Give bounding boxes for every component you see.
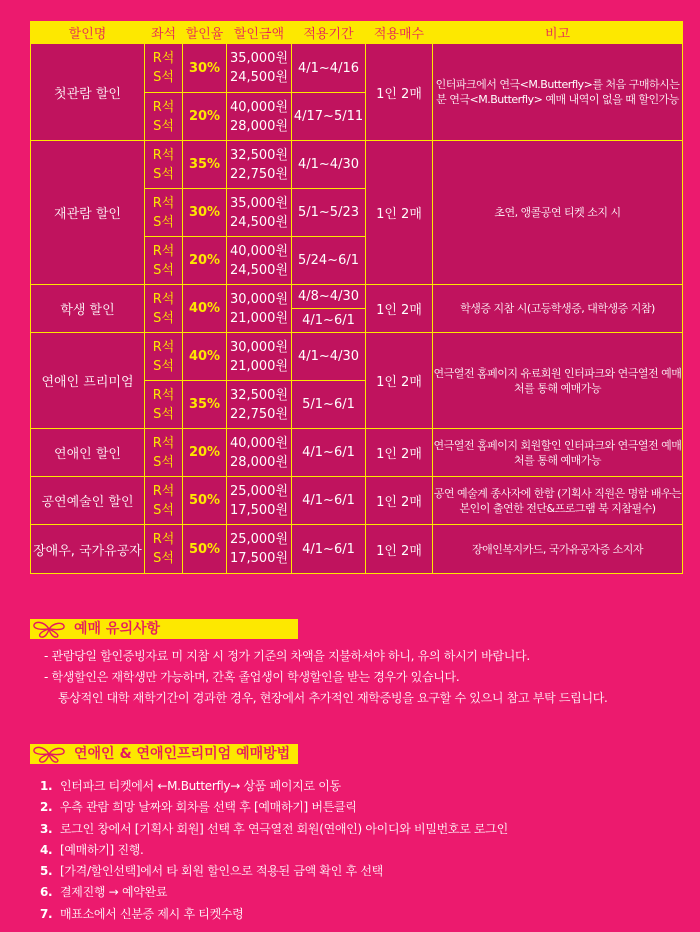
period-cell: 5/1~5/23 <box>292 189 366 237</box>
limit-cell: 1인 2매 <box>366 525 433 574</box>
seat-cell: R석 S석 <box>145 93 183 141</box>
howto-steps <box>40 776 508 925</box>
limit-cell: 1인 2매 <box>366 285 433 333</box>
rate-cell: 35% <box>183 381 227 429</box>
price-cell: 40,000원 28,000원 <box>227 93 292 141</box>
howto-title: 연애인 & 연애인프리미엄 예매방법 <box>74 746 291 762</box>
rate-cell: 20% <box>183 93 227 141</box>
rate-cell: 20% <box>183 237 227 285</box>
note-cell: 장애인복지카드, 국가유공자증 소지자 <box>433 525 683 574</box>
table-row <box>31 141 683 189</box>
table-row <box>31 477 683 525</box>
rate-cell: 50% <box>183 477 227 525</box>
table-row <box>31 525 683 574</box>
rate-cell: 35% <box>183 141 227 189</box>
notice-continuation: 통상적인 대학 재학기간이 경과한 경우, 현장에서 추가적인 재학증빙을 요구할 수 있으니 참고 부탁 드립니다. <box>58 691 608 705</box>
rate-cell: 30% <box>183 189 227 237</box>
period-cell: 4/1~6/1 <box>292 525 366 574</box>
howto-section-header <box>30 744 298 764</box>
header-note: 비고 <box>433 22 683 44</box>
notice-list <box>44 646 608 709</box>
note-cell: 연극열전 홈페이지 유료회원 인터파크와 연극열전 예매처를 통해 예매가능 <box>433 333 683 429</box>
table-row <box>31 44 683 93</box>
limit-cell: 1인 2매 <box>366 429 433 477</box>
row-name: 장애우, 국가유공자 <box>31 525 145 574</box>
row-name: 학생 할인 <box>31 285 145 333</box>
header-price: 할인금액 <box>227 22 292 44</box>
price-cell: 25,000원 17,500원 <box>227 477 292 525</box>
price-cell: 35,000원 24,500원 <box>227 189 292 237</box>
price-cell: 30,000원 21,000원 <box>227 333 292 381</box>
table-row <box>31 285 683 309</box>
rate-cell: 40% <box>183 285 227 333</box>
period-cell: 5/24~6/1 <box>292 237 366 285</box>
table-row <box>31 333 683 381</box>
period-cell: 4/1~6/1 <box>292 477 366 525</box>
note-cell: 초연, 앵콜공연 티켓 소지 시 <box>433 141 683 285</box>
header-limit: 적용매수 <box>366 22 433 44</box>
butterfly-icon <box>32 745 66 763</box>
header-discount-name: 할인명 <box>31 22 145 44</box>
period-cell: 4/1~4/16 <box>292 44 366 93</box>
period-cell: 4/1~4/30 <box>292 333 366 381</box>
rate-cell: 20% <box>183 429 227 477</box>
rate-cell: 50% <box>183 525 227 574</box>
seat-cell: R석 S석 <box>145 285 183 333</box>
rate-cell: 40% <box>183 333 227 381</box>
seat-cell: R석 S석 <box>145 333 183 381</box>
price-cell: 25,000원 17,500원 <box>227 525 292 574</box>
notice-item: - 관람당일 할인증빙자료 미 지참 시 정가 기준의 차액을 지불하셔야 하니, 유의 하시기 바랍니다. <box>44 649 530 663</box>
row-name: 공연예술인 할인 <box>31 477 145 525</box>
notice-item: - 학생할인은 재학생만 가능하며, 간혹 졸업생이 학생할인을 받는 경우가 있습니다. 통상적인 대학 재학기간이 경과한 경우, 현장에서 추가적인 재학증빙을 요구할 수 있으니 참고 부탁 드립니다. <box>44 667 608 709</box>
price-cell: 32,500원 22,750원 <box>227 141 292 189</box>
seat-cell: R석 S석 <box>145 429 183 477</box>
butterfly-icon <box>32 620 66 638</box>
row-name: 재관람 할인 <box>31 141 145 285</box>
price-cell: 40,000원 24,500원 <box>227 237 292 285</box>
step-item: 6. 결제진행 → 예약완료 <box>40 885 168 900</box>
seat-cell: R석 S석 <box>145 44 183 93</box>
seat-cell: R석 S석 <box>145 525 183 574</box>
note-cell: 학생증 지참 시(고등학생증, 대학생증 지참) <box>433 285 683 333</box>
note-cell: 공연 예술계 종사자에 한함 (기획사 직원은 명함 배우는 본인이 출연한 전단&프로그램 북 지참필수) <box>433 477 683 525</box>
table-header-row <box>31 22 683 44</box>
period-cell: 4/1~4/30 <box>292 141 366 189</box>
period-cell: 5/1~6/1 <box>292 381 366 429</box>
note-cell: 연극열전 홈페이지 회원할인 인터파크와 연극열전 예매처를 통해 예매가능 <box>433 429 683 477</box>
row-name: 연애인 할인 <box>31 429 145 477</box>
limit-cell: 1인 2매 <box>366 477 433 525</box>
discount-table <box>30 21 683 574</box>
seat-cell: R석 S석 <box>145 381 183 429</box>
period-cell: 4/1~6/1 <box>292 309 366 333</box>
step-item: 1. 인터파크 티켓에서 ←M.Butterfly→ 상품 페이지로 이동 <box>40 779 341 793</box>
note-cell: 인터파크에서 연극<M.Butterfly>를 처음 구매하시는 분 연극<M.Butterfly> 예매 내역이 없을 때 할인가능 <box>433 44 683 141</box>
step-item: 3. 로그인 창에서 [기획사 회원] 선택 후 연극열전 회원(연애인) 아이디와 비밀번호로 로그인 <box>40 821 508 836</box>
step-item: 4. [예매하기] 진행. <box>40 842 144 857</box>
notice-section-header <box>30 619 298 639</box>
price-cell: 32,500원 22,750원 <box>227 381 292 429</box>
seat-cell: R석 S석 <box>145 141 183 189</box>
step-item: 7. 매표소에서 신분증 제시 후 티켓수령 <box>40 906 244 921</box>
price-cell: 30,000원 21,000원 <box>227 285 292 333</box>
period-cell: 4/8~4/30 <box>292 285 366 309</box>
step-item: 5. [가격/할인선택]에서 타 회원 할인으로 적용된 금액 확인 후 선택 <box>40 864 383 879</box>
period-cell: 4/17~5/11 <box>292 93 366 141</box>
period-cell: 4/1~6/1 <box>292 429 366 477</box>
row-name: 연애인 프리미엄 <box>31 333 145 429</box>
step-item: 2. 우측 관람 희망 날짜와 회차를 선택 후 [예매하기] 버튼클릭 <box>40 800 357 815</box>
limit-cell: 1인 2매 <box>366 44 433 141</box>
header-period: 적용기간 <box>292 22 366 44</box>
header-rate: 할인율 <box>183 22 227 44</box>
rate-cell: 30% <box>183 44 227 93</box>
table-row <box>31 429 683 477</box>
limit-cell: 1인 2매 <box>366 333 433 429</box>
limit-cell: 1인 2매 <box>366 141 433 285</box>
seat-cell: R석 S석 <box>145 189 183 237</box>
price-cell: 40,000원 28,000원 <box>227 429 292 477</box>
seat-cell: R석 S석 <box>145 477 183 525</box>
seat-cell: R석 S석 <box>145 237 183 285</box>
price-cell: 35,000원 24,500원 <box>227 44 292 93</box>
row-name: 첫관람 할인 <box>31 44 145 141</box>
notice-title: 예매 유의사항 <box>74 621 161 637</box>
header-seat: 좌석 <box>145 22 183 44</box>
